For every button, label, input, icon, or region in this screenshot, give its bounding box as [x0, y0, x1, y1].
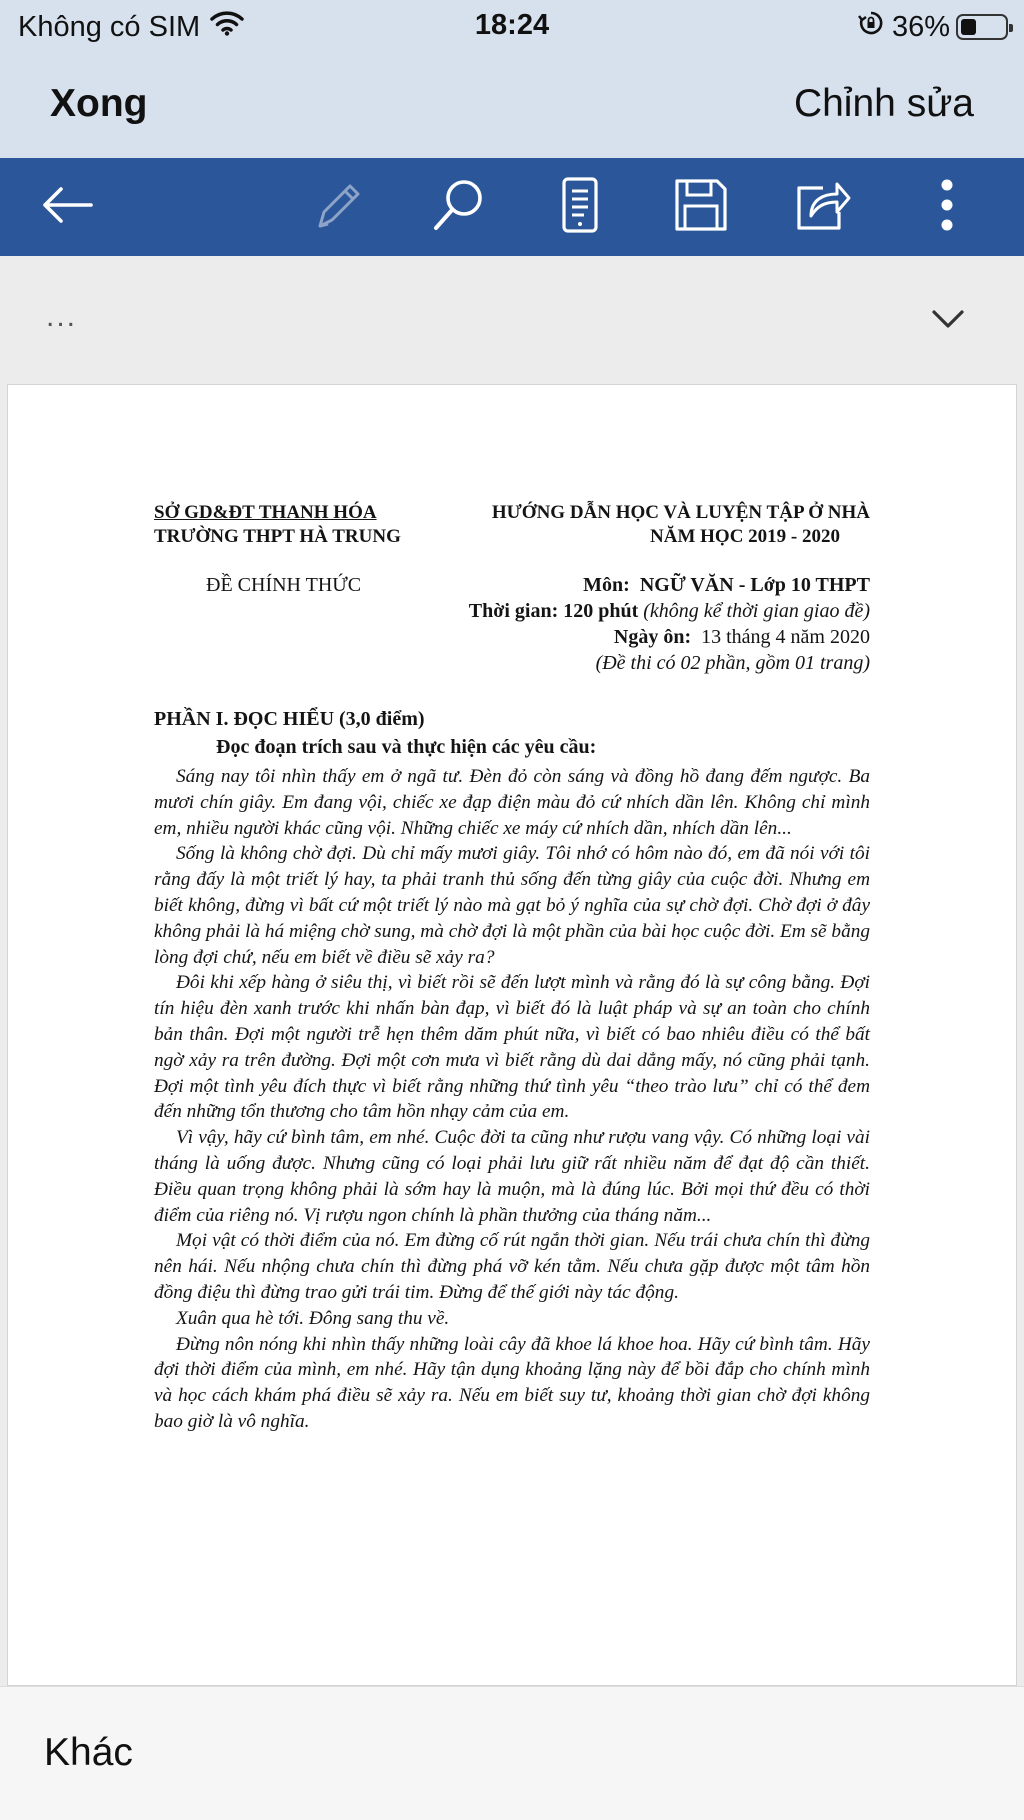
- time-note: (không kể thời gian giao đề): [643, 600, 870, 622]
- paragraph: Đôi khi xếp hàng ở siêu thị, vì biết rồi sẽ đến lượt mình và rằng đó là sự công bằng. Đợi tín hiệu đèn xanh trước khi nhấn bàn đạp, vì biết đó là luật pháp và sự an toàn cho chính bản thân. Đợi một người trễ hẹn thêm dăm phút nữa, vì biết có bao nhiêu điều có thể bất ngờ xảy ra trên đường. Đợi một cơn mưa vì biết rằng dù dai dẳng mấy, nó cũng phải tạnh. Đợi một tình yêu đích thực vì biết rằng những thứ tình yêu “theo trào lưu” chỉ có thể đem đến những tổn thương cho tâm hồn nhạy cảm của em.: [154, 972, 870, 1123]
- meta-row-pages: [154, 652, 870, 678]
- battery-fill: [961, 19, 976, 35]
- battery-icon: [956, 14, 1008, 40]
- meta-row-time: [154, 600, 870, 626]
- paragraph: Sáng nay tôi nhìn thấy em ở ngã tư. Đèn đỏ còn sáng và đồng hồ đang đếm ngược. Ba mươi chín giây. Em đang vội, chiếc xe đạp điện màu đỏ cứ nhích dần lên. Không chỉ mình em, nhiều người khác cũng vội. Những chiếc xe máy cứ nhích dần, nhích dần lên...: [154, 766, 870, 839]
- search-icon: [430, 176, 488, 234]
- subject-label: Môn:: [583, 574, 630, 596]
- subject-value: NGỮ VĂN - Lớp 10 THPT: [639, 574, 870, 596]
- official-label: ĐỀ CHÍNH THỨC: [206, 574, 362, 596]
- more-icon: [939, 177, 955, 233]
- time-label: Thời gian: 120 phút: [468, 600, 639, 622]
- meta-row-date: [154, 626, 870, 652]
- back-button[interactable]: [26, 164, 108, 246]
- header-school: TRƯỜNG THPT HÀ TRUNG: [154, 526, 401, 547]
- section-instruction: Đọc đoạn trích sau và thực hiện các yêu cầu:: [216, 736, 597, 758]
- status-bar: [0, 0, 1024, 52]
- mobile-view-button[interactable]: [539, 164, 621, 246]
- carrier-label: Không có SIM: [18, 10, 201, 43]
- back-arrow-icon: [39, 185, 95, 225]
- paragraph: Vì vậy, hãy cứ bình tâm, em nhé. Cuộc đời ta cũng như rượu vang vậy. Có những loại vài tháng là uống được. Nhưng cũng có loại phải lưu giữ rất nhiều năm để đạt độ cần thiết. Điều quan trọng không phải là sớm hay là muộn, mà là đúng lúc. Bởi mọi thứ đều có thời điểm của riêng nó. Vị rượu ngon chính là phần thưởng của tháng năm...: [154, 1127, 870, 1226]
- more-button[interactable]: Khác: [44, 1731, 133, 1774]
- done-button[interactable]: Xong: [50, 82, 148, 125]
- more-options-button[interactable]: [906, 164, 988, 246]
- document-toolbar: [0, 158, 1024, 256]
- header-row-2: [154, 526, 870, 550]
- chevron-down-icon[interactable]: [928, 300, 968, 340]
- document-content: [154, 502, 870, 1435]
- date-label: Ngày ôn:: [613, 626, 692, 648]
- save-icon: [672, 176, 730, 234]
- header-department: SỞ GD&ĐT THANH HÓA: [154, 502, 377, 523]
- date-value: 13 tháng 4 năm 2020: [701, 626, 870, 648]
- orientation-lock-icon: [858, 10, 884, 44]
- pages-note: (Đề thi có 02 phần, gồm 01 trang): [595, 652, 870, 674]
- edit-pencil-button[interactable]: [296, 164, 378, 246]
- ribbon-overflow-button[interactable]: ...: [46, 300, 78, 333]
- paragraph: Xuân qua hè tới. Đông sang thu về.: [176, 1307, 450, 1329]
- section-title: PHẦN I. ĐỌC HIỂU (3,0 điểm): [154, 708, 425, 730]
- header-guide-title: HƯỚNG DẪN HỌC VÀ LUYỆN TẬP Ở NHÀ: [491, 502, 870, 523]
- clock: 18:24: [474, 9, 550, 41]
- battery-percent: 36%: [891, 10, 950, 43]
- mobile-view-icon: [558, 176, 602, 234]
- share-icon: [793, 176, 853, 234]
- edit-button[interactable]: Chỉnh sửa: [793, 82, 974, 125]
- bottom-bar: [0, 1686, 1024, 1820]
- share-button[interactable]: [782, 164, 864, 246]
- header-school-year: NĂM HỌC 2019 - 2020: [650, 526, 840, 547]
- save-button[interactable]: [660, 164, 742, 246]
- search-button[interactable]: [418, 164, 500, 246]
- paragraph: Mọi vật có thời điểm của nó. Em đừng cố rút ngắn thời gian. Nếu trái chưa chín thì đừng nên hái. Nếu nhộng chưa chín thì đừng phá vỡ kén tằm. Nếu chưa gặp được một tâm hồn đồng điệu thì đừng trao gửi trái tim. Đừng để thế giới này tác động.: [154, 1230, 870, 1303]
- meta-row-subject: [154, 574, 870, 600]
- navigation-bar: [0, 60, 1024, 150]
- pencil-icon: [310, 178, 364, 232]
- paragraph: Sống là không chờ đợi. Dù chỉ mấy mươi giây. Tôi nhớ có hôm nào đó, em đã nói với tôi rằng đấy là một triết lý hay, ta phải tranh thủ sống đến từng giây của cuộc đời. Nhưng em biết không, đừng vì bất cứ một triết lý nào mà gạt bỏ ý nghĩa của sự chờ đợi. Chờ đợi ở đây không phải là há miệng chờ sung, mà chờ đợi là một phần của bài học cuộc đời. Em sẽ bằng lòng đợi chứ, nếu em biết về điều sẽ xảy ra?: [154, 843, 870, 968]
- header-row-1: [154, 502, 870, 526]
- paragraph: Đừng nôn nóng khi nhìn thấy những loài cây đã khoe lá khoe hoa. Hãy cứ bình tâm. Hãy đợi thời điểm của mình, em nhé. Hãy tận dụng khoảng lặng này để bồi đắp cho chính mình và học cách khám phá điều sẽ xảy ra. Nếu em biết suy tư, khoảng thời gian chờ đợi không bao giờ là vô nghĩa.: [154, 1333, 870, 1432]
